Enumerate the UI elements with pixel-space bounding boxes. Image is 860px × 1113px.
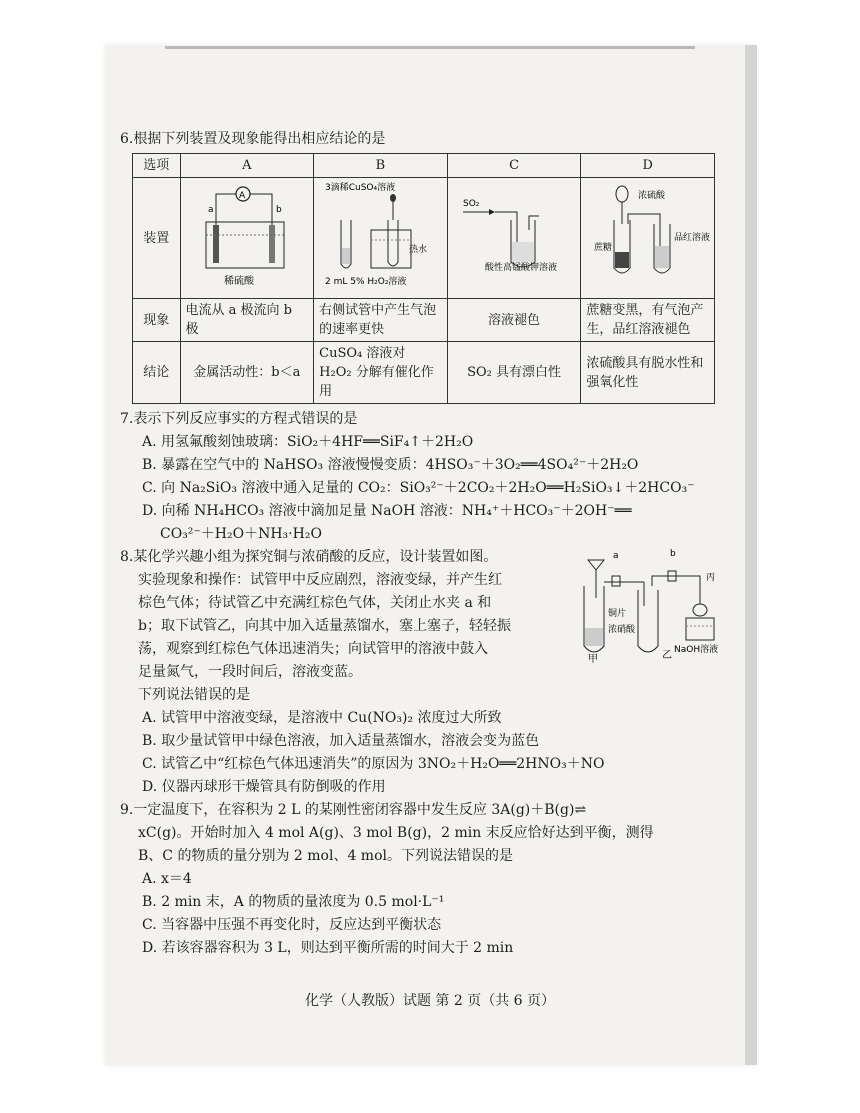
q6-phenomenon-d: 蔗糖变黑，有气泡产生，品红溶液褪色 [581,299,715,342]
q6-stem: 6.根据下列装置及现象能得出相应结论的是 [120,131,386,147]
q6-conclusion-b: CuSO₄ 溶液对 H₂O₂ 分解有催化作用 [314,342,448,404]
q8-block [120,546,720,799]
q9-option-d: D. 若该容器容积为 3 L，则达到平衡所需的时间大于 2 min [142,940,514,956]
q6-conclusion-a: 金属活动性：b＜a [180,342,314,404]
q6-fig-d [581,178,715,299]
q8-stem-line: 8.某化学兴趣小组为探究铜与浓硝酸的反应，设计装置如图。 [120,549,498,565]
q8-stem-line: b；取下试管乙，向其中加入适量蒸馏水，塞上塞子，轻轻振 [138,618,511,634]
q6-header-row [133,154,715,178]
so2-kmno4-diagram [453,180,573,290]
q6-phenomenon-a: 电流从 a 极流向 b 极 [180,299,314,342]
q6-fig-b [314,178,448,299]
q7-option-d-continued: CO₃²⁻＋H₂O＋NH₃·H₂O [160,526,322,542]
hot-water-label: 热水 [409,245,428,255]
sucrose-label: 蔗糖 [594,243,613,253]
q8-option-b: B. 取少量试管甲中绿色溶液，加入适量蒸馏水，溶液会变为蓝色 [142,733,540,749]
q8-option-c: C. 试管乙中“红棕色气体迅速消失”的原因为 3NO₂＋H₂O══2HNO₃＋NO [142,756,605,772]
q6-conclusion-row [133,342,715,404]
top-fold-line [165,46,695,49]
q8-stem-line: 实验现象和操作：试管甲中反应剧烈，溶液变绿，并产生红 [138,572,502,588]
q9-option-a: A. x＝4 [142,871,192,887]
tube-yi-label: 乙 [662,650,672,661]
q6-conclusion-d: 浓硫酸具有脱水性和强氧化性 [581,342,715,404]
q7-option-a: A. 用氢氟酸刻蚀玻璃：SiO₂＋4HF══SiF₄↑＋2H₂O [142,434,474,450]
q6-header-d: D [581,154,715,178]
q7-stem: 7.表示下列反应事实的方程式错误的是 [120,411,358,427]
so2-label: SO₂ [462,199,480,209]
q9-option-c: C. 当容器中压强不再变化时，反应达到平衡状态 [142,917,442,933]
q8-stem-line: 足量氮气，一段时间后，溶液变蓝。 [138,664,362,680]
page-footer: 化学（人教版）试题 第 2 页（共 6 页） [304,993,556,1009]
galvanic-cell-diagram [186,180,306,290]
q8-apparatus-diagram [560,546,720,664]
q9-stem-line: B、C 的物质的量分别为 2 mol、4 mol。下列说法错误的是 [138,848,513,864]
clamp-a-label: a [613,551,619,561]
q8-option-d: D. 仪器丙球形干燥管具有防倒吸的作用 [142,779,386,795]
q6-fig-c [447,178,581,299]
q6-phenomenon-row [133,299,715,342]
cuso4-drops-label: 3滴稀CuSO₄溶液 [325,183,396,193]
kmno4-label: 酸性高锰酸钾溶液 [484,263,557,273]
h2o2-label: 2 mL 5% H₂O₂溶液 [325,277,407,287]
q6-row-label-apparatus: 装置 [133,178,181,299]
q6-row-label-conclusion: 结论 [133,342,181,404]
tube-bing-label: 丙 [706,573,716,583]
q8-text [120,546,560,684]
q8-prompt: 下列说法错误的是 [138,687,250,703]
ammeter-label: A [238,191,245,201]
q8-stem-line: 荡，观察到红棕色气体迅速消失；向试管甲的溶液中鼓入 [138,641,488,657]
q6-apparatus-row [133,178,715,299]
conc-sulfuric-sucrose-diagram [586,180,711,290]
q6-header-c: C [447,154,581,178]
q6-phenomenon-c: 溶液褪色 [447,299,581,342]
q9-stem-line: 9.一定温度下，在容积为 2 L 的某刚性密闭容器中发生反应 3A(g)＋B(g)⇌ [120,802,587,818]
page-edge-shadow [745,45,757,1065]
q6-phenomenon-b: 右侧试管中产生气泡的速率更快 [314,299,448,342]
q8-stem-line: 棕色气体；待试管乙中充满红棕色气体，关闭止水夹 a 和 [138,595,492,611]
q6-header-a: A [180,154,314,178]
clamp-b-label: b [670,549,676,559]
catalysis-diagram [319,180,439,290]
q6-fig-a [180,178,314,299]
q6-conclusion-c: SO₂ 具有漂白性 [447,342,581,404]
conc-sulfuric-label: 浓硫酸 [638,191,666,201]
q6-header-b: B [314,154,448,178]
electrode-a-label: a [207,205,214,215]
q6-row-label-phenomenon: 现象 [133,299,181,342]
dilute-sulfuric-acid-label: 稀硫酸 [223,276,254,287]
q7-option-b: B. 暴露在空气中的 NaHSO₃ 溶液慢慢变质：4HSO₃⁻＋3O₂══4SO₄²⁻＋2H₂O [142,457,639,473]
exam-content [120,128,720,960]
fuchsin-label: 品红溶液 [674,233,711,243]
conc-nitric-label: 浓硝酸 [608,625,636,635]
q6-table [132,153,715,404]
copper-label: 铜片 [608,609,627,619]
tube-jia-label: 甲 [588,654,598,665]
electrode-b-label: b [275,205,282,215]
q9-stem-line: xC(g)。开始时加入 4 mol A(g)、3 mol B(g)，2 min 末反应恰好达到平衡，测得 [138,825,654,841]
q7-option-c: C. 向 Na₂SiO₃ 溶液中通入足量的 CO₂：SiO₃²⁻＋2CO₂＋2H₂O══H₂SiO₃↓＋2HCO₃⁻ [142,480,695,496]
q6-header-option: 选项 [133,154,181,178]
q9-option-b: B. 2 min 末，A 的物质的量浓度为 0.5 mol·L⁻¹ [142,894,445,910]
q7-option-d: D. 向稀 NH₄HCO₃ 溶液中滴加足量 NaOH 溶液：NH₄⁺＋HCO₃⁻＋2OH⁻══ [142,503,632,519]
naoh-label: NaOH溶液 [674,645,719,655]
q8-option-a: A. 试管甲中溶液变绿，是溶液中 Cu(NO₃)₂ 浓度过大所致 [142,710,502,726]
